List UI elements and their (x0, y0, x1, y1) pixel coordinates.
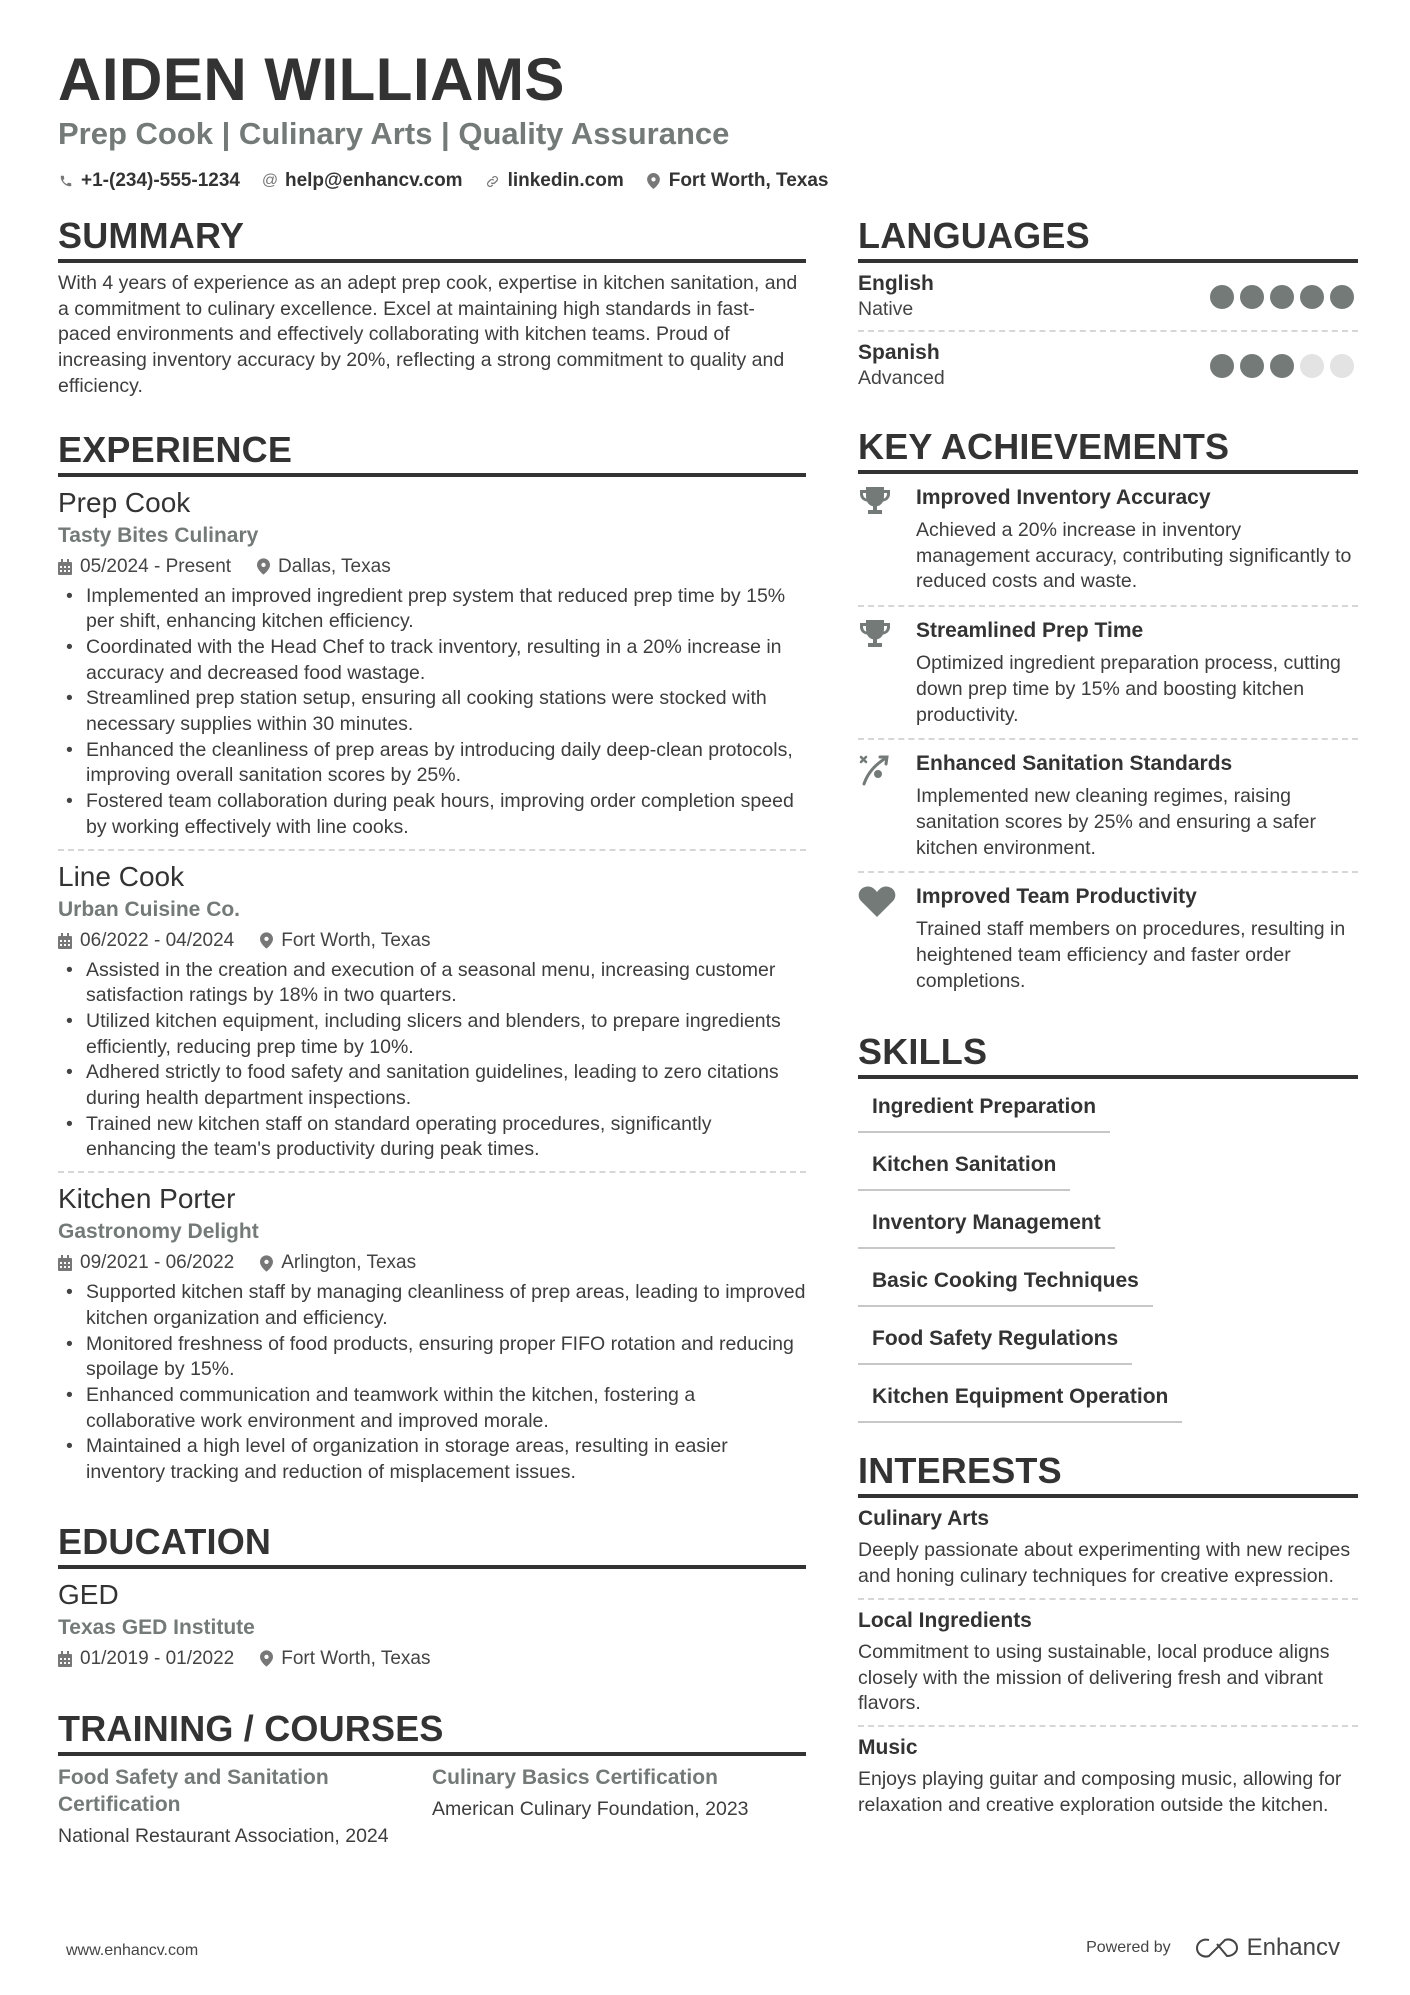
job-company: Urban Cuisine Co. (58, 897, 241, 921)
interest-item (858, 1600, 1358, 1727)
footer-website-link[interactable]: www.enhancv.com (66, 1942, 199, 1959)
education-meta (58, 1645, 806, 1673)
calendar-icon (58, 559, 72, 575)
job-company: Tasty Bites Culinary (58, 523, 259, 547)
achievement-desc: Optimized ingredient preparation process, cutting down prep time by 15% and boosting kitchen productivity. (916, 652, 1341, 726)
job-entry (58, 1173, 806, 1494)
contact-phone[interactable] (58, 168, 240, 194)
skill-tag: Inventory Management (858, 1203, 1115, 1249)
course-item (58, 1764, 432, 1850)
location-icon (646, 173, 662, 189)
job-location (257, 553, 391, 581)
phone-text: +1-(234)-555-1234 (81, 170, 240, 191)
course-org: American Culinary Foundation, 2023 (432, 1797, 749, 1820)
language-item (858, 332, 1358, 399)
dates-text: 05/2024 - Present (80, 555, 232, 577)
interest-item (858, 1727, 1358, 1826)
section-title-skills: SKILLS (858, 1030, 1358, 1079)
skill-tag: Food Safety Regulations (858, 1319, 1132, 1365)
course-title: Culinary Basics Certification (432, 1765, 718, 1789)
school: Texas GED Institute (58, 1615, 255, 1639)
summary-section (58, 214, 806, 400)
bullet: • Assisted in the creation and execution of a seasonal menu, increasing customer satisfaction ratings by 18% in two quarters. (58, 958, 806, 1009)
bullet: • Adhered strictly to food safety and sanitation guidelines, leading to zero citations during health department inspections. (58, 1060, 806, 1111)
summary-text: With 4 years of experience as an adept prep cook, expertise in kitchen sanitation, and a commitment to culinary excellence. Excel at maintaining high standards in fast-paced environments and effectively collaborating with kitchen teams. Proud of increasing inventory accuracy by 20%, reflecting a strong commitment to quality and efficiency. (58, 272, 798, 397)
achievement-desc: Trained staff members on procedures, resulting in heightened team efficiency and faster order completions. (916, 918, 1346, 992)
location-text: Fort Worth, Texas (281, 929, 431, 951)
left-column (58, 214, 806, 1876)
bullet: • Streamlined prep station setup, ensuring all cooking stations were stocked with necessary supplies within 30 minutes. (58, 686, 806, 737)
interest-title: Music (858, 1735, 918, 1759)
course-item (432, 1764, 806, 1850)
right-column (858, 214, 1358, 1852)
skill-tag: Kitchen Sanitation (858, 1145, 1070, 1191)
job-title: Kitchen Porter (58, 1183, 236, 1215)
calendar-icon (58, 933, 72, 949)
powered-by-label: Powered by (1086, 1939, 1171, 1956)
dot-filled (1270, 285, 1294, 309)
job-dates (58, 1249, 234, 1277)
section-title-achievements: KEY ACHIEVEMENTS (858, 425, 1358, 474)
skill-list (858, 1087, 1358, 1423)
bullet: • Monitored freshness of food products, ensuring proper FIFO rotation and reducing spoilage by 15%. (58, 1332, 806, 1383)
job-dates (58, 553, 231, 581)
bullet: • Coordinated with the Head Chef to track inventory, resulting in a 20% increase in accuracy and decreased food wastage. (58, 635, 806, 686)
achievement-desc: Implemented new cleaning regimes, raising sanitation scores by 25% and ensuring a safer kitchen environment. (916, 785, 1316, 859)
heart-icon (858, 883, 916, 994)
headline: Prep Cook | Culinary Arts | Quality Assurance (58, 116, 730, 151)
email-text: help@enhancv.com (284, 170, 463, 191)
interests-section (858, 1449, 1358, 1826)
job-location (260, 927, 430, 955)
section-title-languages: LANGUAGES (858, 214, 1358, 263)
location-text: Dallas, Texas (278, 555, 391, 577)
dot-filled (1330, 285, 1354, 309)
course-title: Food Safety and Sanitation Certification (58, 1765, 329, 1816)
bullet: • Trained new kitchen staff on standard operating procedures, significantly enhancing the team's productivity during peak times. (58, 1112, 806, 1163)
proficiency-dots (1210, 354, 1354, 378)
bullet: • Enhanced the cleanliness of prep areas by introducing daily deep-clean protocols, improving overall sanitation scores by 25%. (58, 738, 806, 789)
section-title-experience: EXPERIENCE (58, 428, 806, 477)
section-title-summary: SUMMARY (58, 214, 806, 263)
achievements-section (858, 425, 1358, 1004)
location-text: Arlington, Texas (281, 1252, 417, 1274)
languages-section (858, 214, 1358, 399)
brand-name: Enhancv (1246, 1934, 1340, 1961)
interest-desc: Enjoys playing guitar and composing music, allowing for relaxation and creative exploration outside the kitchen. (858, 1767, 1342, 1816)
skill-tag: Basic Cooking Techniques (858, 1261, 1153, 1307)
experience-section (58, 428, 806, 1494)
job-meta (58, 927, 806, 955)
location-icon (260, 1255, 273, 1272)
achievement-item (858, 474, 1358, 607)
section-title-interests: INTERESTS (858, 1449, 1358, 1498)
proficiency-dots (1210, 285, 1354, 309)
dot-filled (1210, 354, 1234, 378)
skill-tag: Ingredient Preparation (858, 1087, 1110, 1133)
calendar-icon (58, 1651, 72, 1667)
skills-section (858, 1030, 1358, 1423)
achievement-title: Improved Inventory Accuracy (916, 486, 1211, 509)
course-list (58, 1764, 806, 1850)
bullet: • Implemented an improved ingredient prep system that reduced prep time by 15% per shift, enhancing kitchen efficiency. (58, 584, 806, 635)
achievement-item (858, 873, 1358, 1004)
contact-bar (58, 168, 828, 194)
footer-branding (1086, 1934, 1340, 1962)
job-meta (58, 1249, 806, 1277)
language-item (858, 263, 1358, 332)
dates-text: 06/2022 - 04/2024 (80, 929, 235, 951)
dot-filled (1210, 285, 1234, 309)
location-text: Fort Worth, Texas (281, 1647, 431, 1669)
bullet: • Enhanced communication and teamwork within the kitchen, fostering a collaborative work environment and improved morale. (58, 1383, 806, 1434)
trophy-icon (858, 484, 916, 595)
language-level: Advanced (858, 367, 945, 389)
education-location (260, 1645, 430, 1673)
interest-desc: Commitment to using sustainable, local produce aligns closely with the mission of delivering fresh and vibrant flavors. (858, 1640, 1330, 1715)
interest-item (858, 1498, 1358, 1599)
interest-title: Culinary Arts (858, 1507, 990, 1531)
dot-filled (1270, 354, 1294, 378)
contact-email[interactable] (262, 168, 463, 194)
location-icon (260, 932, 273, 949)
language-level: Native (858, 298, 914, 320)
training-section (58, 1707, 806, 1850)
candidate-name: AIDEN WILLIAMS (58, 46, 565, 113)
calendar-icon (58, 1255, 72, 1271)
education-entry (58, 1569, 806, 1681)
dates-text: 01/2019 - 01/2022 (80, 1647, 235, 1669)
job-title: Line Cook (58, 860, 185, 892)
contact-location (646, 168, 829, 194)
strategy-icon (858, 750, 916, 861)
achievement-item (858, 740, 1358, 873)
job-meta (58, 553, 806, 581)
course-org: National Restaurant Association, 2024 (58, 1824, 389, 1847)
education-dates (58, 1645, 234, 1673)
job-entry (58, 851, 806, 1174)
link-icon (485, 173, 501, 189)
achievement-desc: Achieved a 20% increase in inventory management accuracy, contributing significantly to reduced costs and waste. (916, 519, 1352, 593)
job-bullets (58, 584, 806, 841)
interest-desc: Deeply passionate about experimenting with new recipes and honing culinary techniques for creative expression. (858, 1539, 1351, 1588)
location-text: Fort Worth, Texas (668, 170, 829, 191)
trophy-icon (858, 617, 916, 728)
dot-filled (1300, 285, 1324, 309)
job-bullets (58, 958, 806, 1164)
job-location (260, 1249, 416, 1277)
location-icon (257, 558, 270, 575)
dot-filled (1240, 285, 1264, 309)
achievement-item (858, 607, 1358, 740)
at-icon: @ (261, 172, 279, 189)
location-icon (260, 1650, 273, 1667)
job-dates (58, 927, 234, 955)
enhancv-logo[interactable] (1195, 1934, 1340, 1962)
phone-icon (58, 173, 74, 189)
section-title-education: EDUCATION (58, 1520, 806, 1569)
job-title: Prep Cook (58, 486, 191, 518)
interest-title: Local Ingredients (858, 1608, 1032, 1632)
contact-linkedin[interactable] (485, 168, 624, 194)
bullet: • Fostered team collaboration during peak hours, improving order completion speed by working effectively with line cooks. (58, 789, 806, 840)
skill-tag: Kitchen Equipment Operation (858, 1377, 1182, 1423)
degree: GED (58, 1578, 119, 1610)
bullet: • Maintained a high level of organization in storage areas, resulting in easier inventory tracking and reduction of misplacement issues. (58, 1434, 806, 1485)
job-bullets (58, 1280, 806, 1486)
job-entry (58, 477, 806, 851)
language-name: Spanish (858, 341, 940, 364)
language-name: English (858, 272, 934, 295)
bullet: • Supported kitchen staff by managing cleanliness of prep areas, leading to improved kitchen organization and efficiency. (58, 1280, 806, 1331)
dot-empty (1330, 354, 1354, 378)
section-title-training: TRAINING / COURSES (58, 1707, 806, 1756)
achievement-title: Streamlined Prep Time (916, 619, 1144, 643)
dot-empty (1300, 354, 1324, 378)
enhancv-logo-icon (1195, 1936, 1239, 1960)
job-company: Gastronomy Delight (58, 1220, 259, 1244)
achievement-title: Improved Team Productivity (916, 885, 1197, 909)
education-section (58, 1520, 806, 1681)
achievement-title: Enhanced Sanitation Standards (916, 752, 1233, 776)
dates-text: 09/2021 - 06/2022 (80, 1252, 235, 1274)
bullet: • Utilized kitchen equipment, including slicers and blenders, to prepare ingredients efficiently, reducing prep time by 10%. (58, 1009, 806, 1060)
dot-filled (1240, 354, 1264, 378)
linkedin-text: linkedin.com (507, 170, 624, 191)
